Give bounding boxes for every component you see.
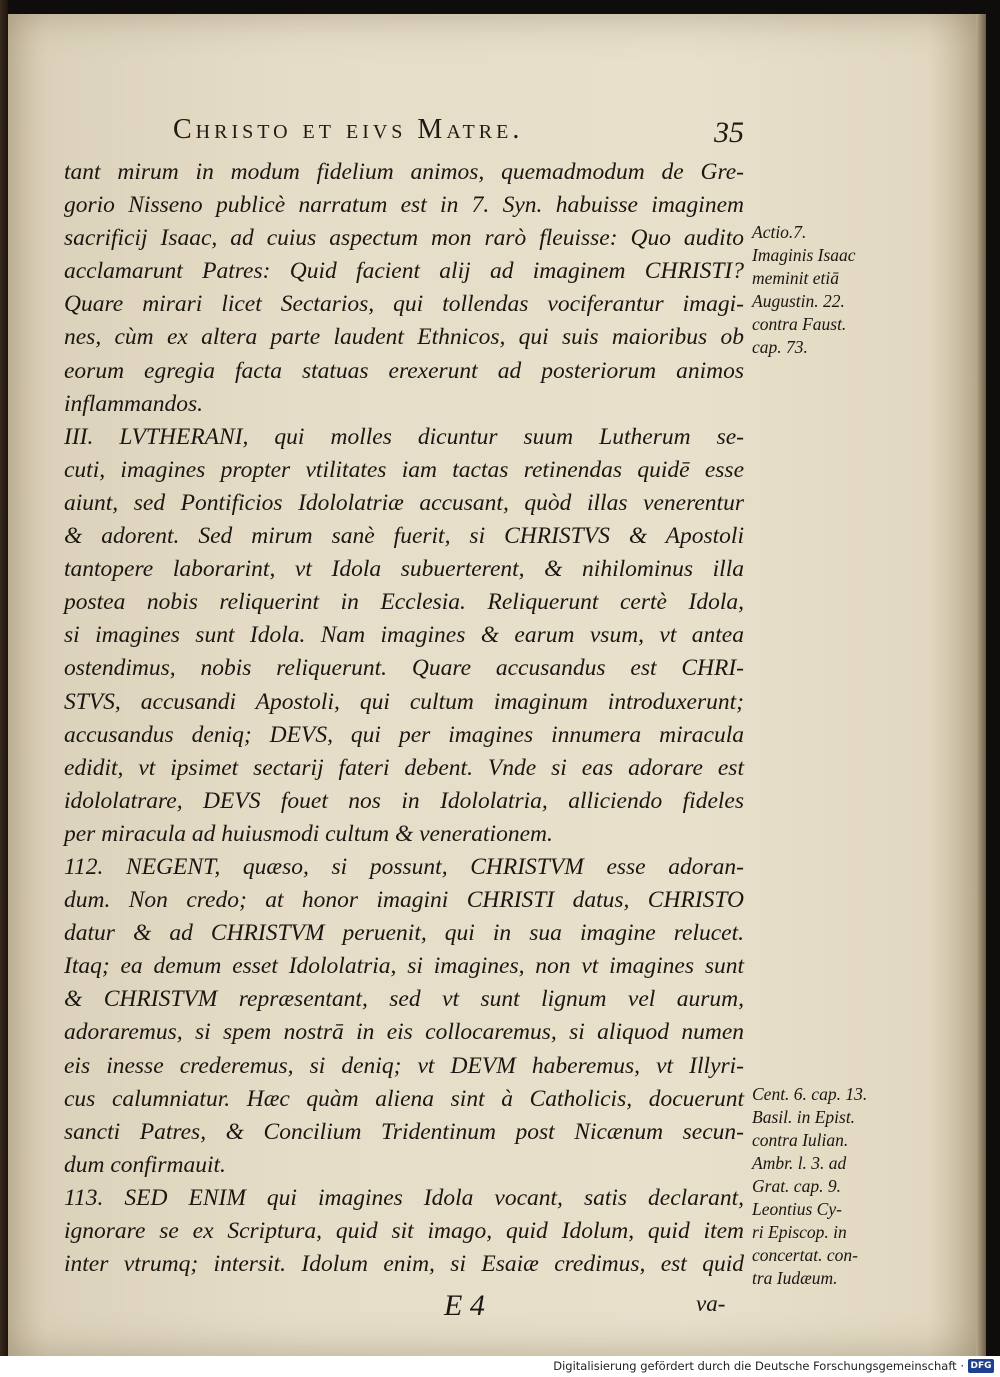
margin-note-line: Augustin. 22. <box>752 291 845 311</box>
margin-note-line: Basil. in Epist. <box>752 1107 856 1127</box>
page-number: 35 <box>714 116 744 149</box>
margin-note-line: contra Iulian. <box>752 1130 849 1150</box>
paragraph-113-start: 113. SED ENIM qui imagines Idola vocant, satis declarant, <box>64 1184 744 1211</box>
paragraph-112-start: 112. NEGENT, quæso, si possunt, CHRISTVM esse adoran- <box>64 853 744 880</box>
body-line: STVS, accusandi Apostoli, qui cultum imaginum introduxerunt; <box>64 688 744 715</box>
body-line: tantopere laborarint, vt Idola subuerterent, & nihilominus illa <box>64 556 744 583</box>
body-line: & CHRISTVM repræsentant, sed vt sunt lignum vel aurum, <box>64 986 744 1013</box>
margin-note-line: cap. 73. <box>752 337 808 357</box>
body-line: Itaq; ea demum esset Idololatria, si imagines, non vt imagines sunt <box>64 953 744 980</box>
body-line: inter vtrumq; intersit. Idolum enim, si Esaiæ credimus, est quid <box>64 1251 744 1278</box>
body-line: cuti, imagines propter vtilitates iam tactas retinendas quidē esse <box>64 456 744 483</box>
body-line: postea nobis reliquerint in Ecclesia. Reliquerunt certè Idola, <box>64 589 744 616</box>
body-line: datur & ad CHRISTVM peruenit, qui in sua imagine relucet. <box>64 920 744 947</box>
body-line: gorio Nisseno publicè narratum est in 7. Syn. habuisse imaginem <box>64 192 744 219</box>
funding-notice: Digitalisierung gefördert durch die Deutsche Forschungsgemeinschaft · <box>553 1359 964 1373</box>
body-line: eis inesse crederemus, si deniq; vt DEVM haberemus, vt Illyri- <box>64 1052 744 1079</box>
margin-note-line: Leontius Cy- <box>752 1199 842 1219</box>
dfg-logo-icon: DFG <box>968 1359 994 1373</box>
body-line: acclamarunt Patres: Quid facient alij ad imaginem CHRISTI? <box>64 258 744 285</box>
body-line: per miracula ad huiusmodi cultum & venerationem. <box>64 820 553 847</box>
margin-note-line: Grat. cap. 9. <box>752 1176 841 1196</box>
running-head: Christo et eivs Matre. <box>173 114 524 145</box>
body-line: cus calumniatur. Hæc quàm aliena sint à Catholicis, docuerunt <box>64 1085 744 1112</box>
body-line: ostendimus, nobis reliquerunt. Quare accusandus est CHRI- <box>64 655 744 682</box>
body-line: dum. Non credo; at honor imagini CHRISTI datus, CHRISTO <box>64 887 744 914</box>
margin-note-line: meminit etiā <box>752 268 839 288</box>
body-line: eorum egregia facta statuas erexerunt ad posteriorum animos <box>64 357 744 384</box>
body-line: si imagines sunt Idola. Nam imagines & earum vsum, vt antea <box>64 622 744 649</box>
margin-note-line: concertat. con- <box>752 1245 858 1265</box>
body-text <box>64 156 744 1281</box>
page-edge-right <box>976 14 986 1356</box>
margin-note-line: contra Faust. <box>752 314 847 334</box>
margin-note-line: Ambr. l. 3. ad <box>752 1153 847 1173</box>
body-line: sancti Patres, & Concilium Tridentinum post Nicænum secun- <box>64 1118 744 1145</box>
margin-note-bottom <box>752 1083 867 1290</box>
body-line: ignorare se ex Scriptura, quid sit imago, quid Idolum, quid item <box>64 1218 744 1244</box>
body-line: adoraremus, si spem nostrā in eis collocaremus, si aliquod numen <box>64 1019 744 1046</box>
paragraph-111-start: III. LVTHERANI, qui molles dicuntur suum Lutherum se- <box>64 423 744 450</box>
margin-note-line: ri Episcop. in <box>752 1222 847 1242</box>
body-line: & adorent. Sed mirum sanè fuerit, si CHRISTVS & Apostoli <box>64 523 744 550</box>
footer-bar <box>0 1356 1000 1377</box>
body-line: aiunt, sed Pontificios Idololatriæ accusant, quòd illas venerentur <box>64 489 744 516</box>
body-line: dum confirmauit. <box>64 1151 226 1178</box>
book-page <box>8 14 976 1356</box>
body-line: Quare mirari licet Sectarios, qui tollendas vociferantur imagi- <box>64 291 744 318</box>
scan-edge-left <box>0 0 8 1360</box>
catchword: va- <box>696 1291 726 1316</box>
body-line: nes, cùm ex altera parte laudent Ethnicos, qui suis maioribus ob <box>64 324 744 351</box>
margin-note-top <box>752 221 856 359</box>
body-line: inflammandos. <box>64 390 204 417</box>
body-line: accusandus deniq; DEVS, qui per imagines innumera miracula <box>64 721 744 748</box>
margin-note-line: Imaginis Isaac <box>752 245 856 265</box>
margin-note-line: Actio.7. <box>752 222 807 242</box>
signature-mark: E 4 <box>444 1289 485 1322</box>
margin-note-line: tra Iudæum. <box>752 1268 838 1288</box>
body-line: sacrificij Isaac, ad cuius aspectum mon rarò fleuisse: Quo audito <box>64 225 744 252</box>
body-line: edidit, vt ipsimet sectarij fateri debent. Vnde si eas adorare est <box>64 754 744 781</box>
margin-note-line: Cent. 6. cap. 13. <box>752 1084 868 1104</box>
body-line: tant mirum in modum fidelium animos, quemadmodum de Gre- <box>64 159 744 185</box>
body-line: idololatrare, DEVS fouet nos in Idololatria, alliciendo fideles <box>64 787 744 814</box>
